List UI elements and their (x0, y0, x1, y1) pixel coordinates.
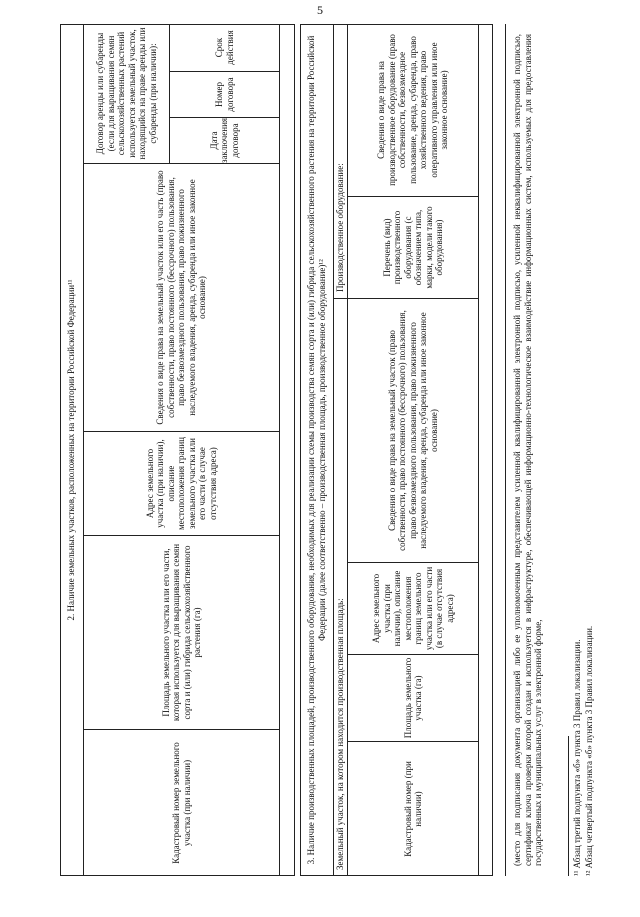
s2-area-header: Площадь земельного участка или его части, которая используется для выращивания семян сорта и (или) гибрида сельскохозяйственного растения (га) (84, 535, 279, 729)
s3-equip-header: Производственное оборудование: (334, 24, 348, 298)
s2-contract-date: Дата заключения договора (170, 117, 279, 163)
rotated-content (0, 14, 640, 917)
s3-land-header: Земельный участок, на котором находится производственная площадь: (334, 298, 348, 876)
s3-rights-header: Сведения о виде права на земельный участок (право собственности, право постоянного (бессрочного) пользования, право безвозмездного пользования, право пожизненного наследуемого владения, аренда, субаренда или иное законное основание) (348, 298, 478, 562)
footnote-12: ¹² Абзац четвертый подпункта «б» пункта 3 Правил локализации. (584, 625, 594, 876)
s2-address-header: Адрес земельного участка (при наличии), описание местоположения границ земельного участка или его части (в случае отсутствия адреса) (84, 431, 279, 535)
page-number: 5 (317, 3, 323, 17)
s2-contract-term: Срок действия (214, 30, 235, 65)
s3-equip-list-header: Перечень (вид) производственного оборудования (с обозначением типа, марки, модели такого оборудования) (348, 196, 478, 298)
footnote-separator (568, 736, 569, 876)
s3-equip-rights-header: Сведения о виде права на производственное оборудование (право собственности, безвозмездное пользование, аренда, субаренда, право хозяйственного ведения, право оперативного управления или иное законное основание) (376, 34, 450, 186)
s2-empty-row (279, 24, 280, 876)
section3-title: 3. Наличие производственных площадей, производственного оборудования, необходимых для реализации схемы производства семян сорта и (или) гибрида сельскохозяйственного растения на территории Российской Федерации (далее соответственно – производственная площадь, производственное оборудование)¹² (300, 24, 334, 876)
footnote-11: ¹¹ Абзац третий подпункта «б» пункта 3 Правил локализации. (572, 639, 582, 876)
section2-title: 2. Наличие земельных участков, расположенных на территории Российской Федерации¹¹ (60, 24, 84, 876)
s3-address-header: Адрес земельного участка (при наличии), описание местоположения границ земельного участка или его части (в случае отсутствия адреса) (348, 562, 478, 654)
s2-cadastral-header: Кадастровый номер земельного участка (при наличии) (84, 729, 279, 876)
s3-cadastral-header: Кадастровый номер (при наличии) (348, 741, 478, 876)
s2-contract-number: Номер договора (170, 71, 279, 117)
s2-contract-header: Договор аренды или субаренды (если для выращивания семян сельскохозяйственных растений используется земельный участок, находящийся на праве аренды или субаренды (при наличии): (84, 24, 170, 163)
s3-empty-row (478, 24, 479, 876)
signature-note: (место для подписания документа организацией либо ее уполномоченным представителем усиленной квалифицированной электронной подписью, усиленной неквалифицированной электронной подписью, сертификат ключа проверки которой создан и используется в инфраструктуре, обеспечивающей информационно-технологическое взаимодействие информационных систем, используемых для предоставления государственных и муниципальных услуг в электронной форме, (505, 24, 553, 876)
s2-rights-header: Сведения о виде права на земельный участок или его часть (право собственности, право постоянного (бессрочного) пользования, право безвозмездного пользования, право пожизненного наследуемого владения, аренда, субаренда или иное законное основание) (84, 163, 279, 431)
s3-area-header: Площадь земельного участка (га) (348, 654, 478, 741)
